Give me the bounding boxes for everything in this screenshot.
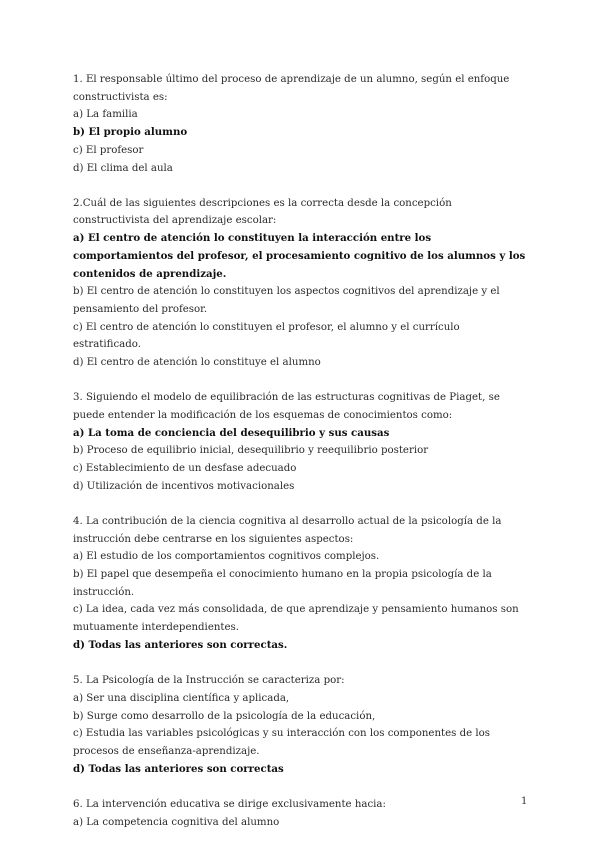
answer-option: a) La familia <box>73 109 138 121</box>
answer-option: c) La idea, cada vez más consolidada, de que aprendizaje y pensamiento humanos son mutuamente interdependientes. <box>73 604 519 634</box>
answer-option: b) El papel que desempeña el conocimiento humano en la propia psicología de la instrucción. <box>73 569 492 598</box>
answer-option: b) El centro de atención lo constituyen los aspectos cognitivos del aprendizaje y el pensamiento del profesor. <box>73 286 500 315</box>
answer-option: a) Ser una disciplina científica y aplicada, <box>73 692 290 704</box>
correct-answer-option: b) El propio alumno <box>73 126 188 139</box>
question-6 <box>73 796 528 831</box>
question-stem: 6. La intervención educativa se dirige exclusivamente hacia: <box>73 798 386 810</box>
question-2 <box>73 195 528 372</box>
question-stem: 3. Siguiendo el modelo de equilibración de las estructuras cognitivas de Piaget, se puede entender la modificación de los esquemas de conocimientos como: <box>73 392 500 421</box>
answer-option: c) Establecimiento de un desfase adecuado <box>73 463 297 475</box>
answer-option: c) El centro de atención lo constituyen el profesor, el alumno y el currículo estratificado. <box>73 321 460 351</box>
answer-option: d) El clima del aula <box>73 162 173 174</box>
question-stem: 4. La contribución de la ciencia cognitiva al desarrollo actual de la psicología de la instrucción debe centrarse en los siguientes aspectos: <box>73 515 502 545</box>
answer-option: c) El profesor <box>73 144 144 156</box>
correct-answer-option: d) Todas las anteriores son correctas <box>73 762 284 775</box>
question-list <box>73 71 528 849</box>
correct-answer-option: a) La toma de conciencia del desequilibrio y sus causas <box>73 426 390 439</box>
question-4 <box>73 513 528 655</box>
question-stem: 5. La Psicología de la Instrucción se caracteriza por: <box>73 675 345 687</box>
answer-option: a) El estudio de los comportamientos cognitivos complejos. <box>73 551 380 563</box>
question-5 <box>73 672 528 778</box>
answer-option: b) Proceso de equilibrio inicial, desequilibrio y reequilibrio posterior <box>73 445 429 457</box>
question-3 <box>73 389 528 495</box>
question-stem: 1. El responsable último del proceso de aprendizaje de un alumno, según el enfoque constructivista es: <box>73 74 510 103</box>
correct-answer-option: d) Todas las anteriores son correctas. <box>73 638 288 651</box>
answer-option: d) Utilización de incentivos motivacionales <box>73 480 295 492</box>
question-1 <box>73 71 528 177</box>
answer-option: c) Estudia las variables psicológicas y su interacción con los componentes de los procesos de enseñanza-aprendizaje. <box>73 728 491 757</box>
answer-option: a) La competencia cognitiva del alumno <box>73 816 280 828</box>
page-number: 1 <box>521 796 528 807</box>
answer-option: d) El centro de atención lo constituye el alumno <box>73 357 321 369</box>
question-stem: 2.Cuál de las siguientes descripciones es la correcta desde la concepción constructivista del aprendizaje escolar: <box>73 197 452 227</box>
answer-option: b) Surge como desarrollo de la psicología de la educación, <box>73 710 376 722</box>
correct-answer-option: a) El centro de atención lo constituyen la interacción entre los comportamientos del profesor, el procesamiento cognitivo de los alumnos y los contenidos de aprendizaje. <box>73 232 526 280</box>
